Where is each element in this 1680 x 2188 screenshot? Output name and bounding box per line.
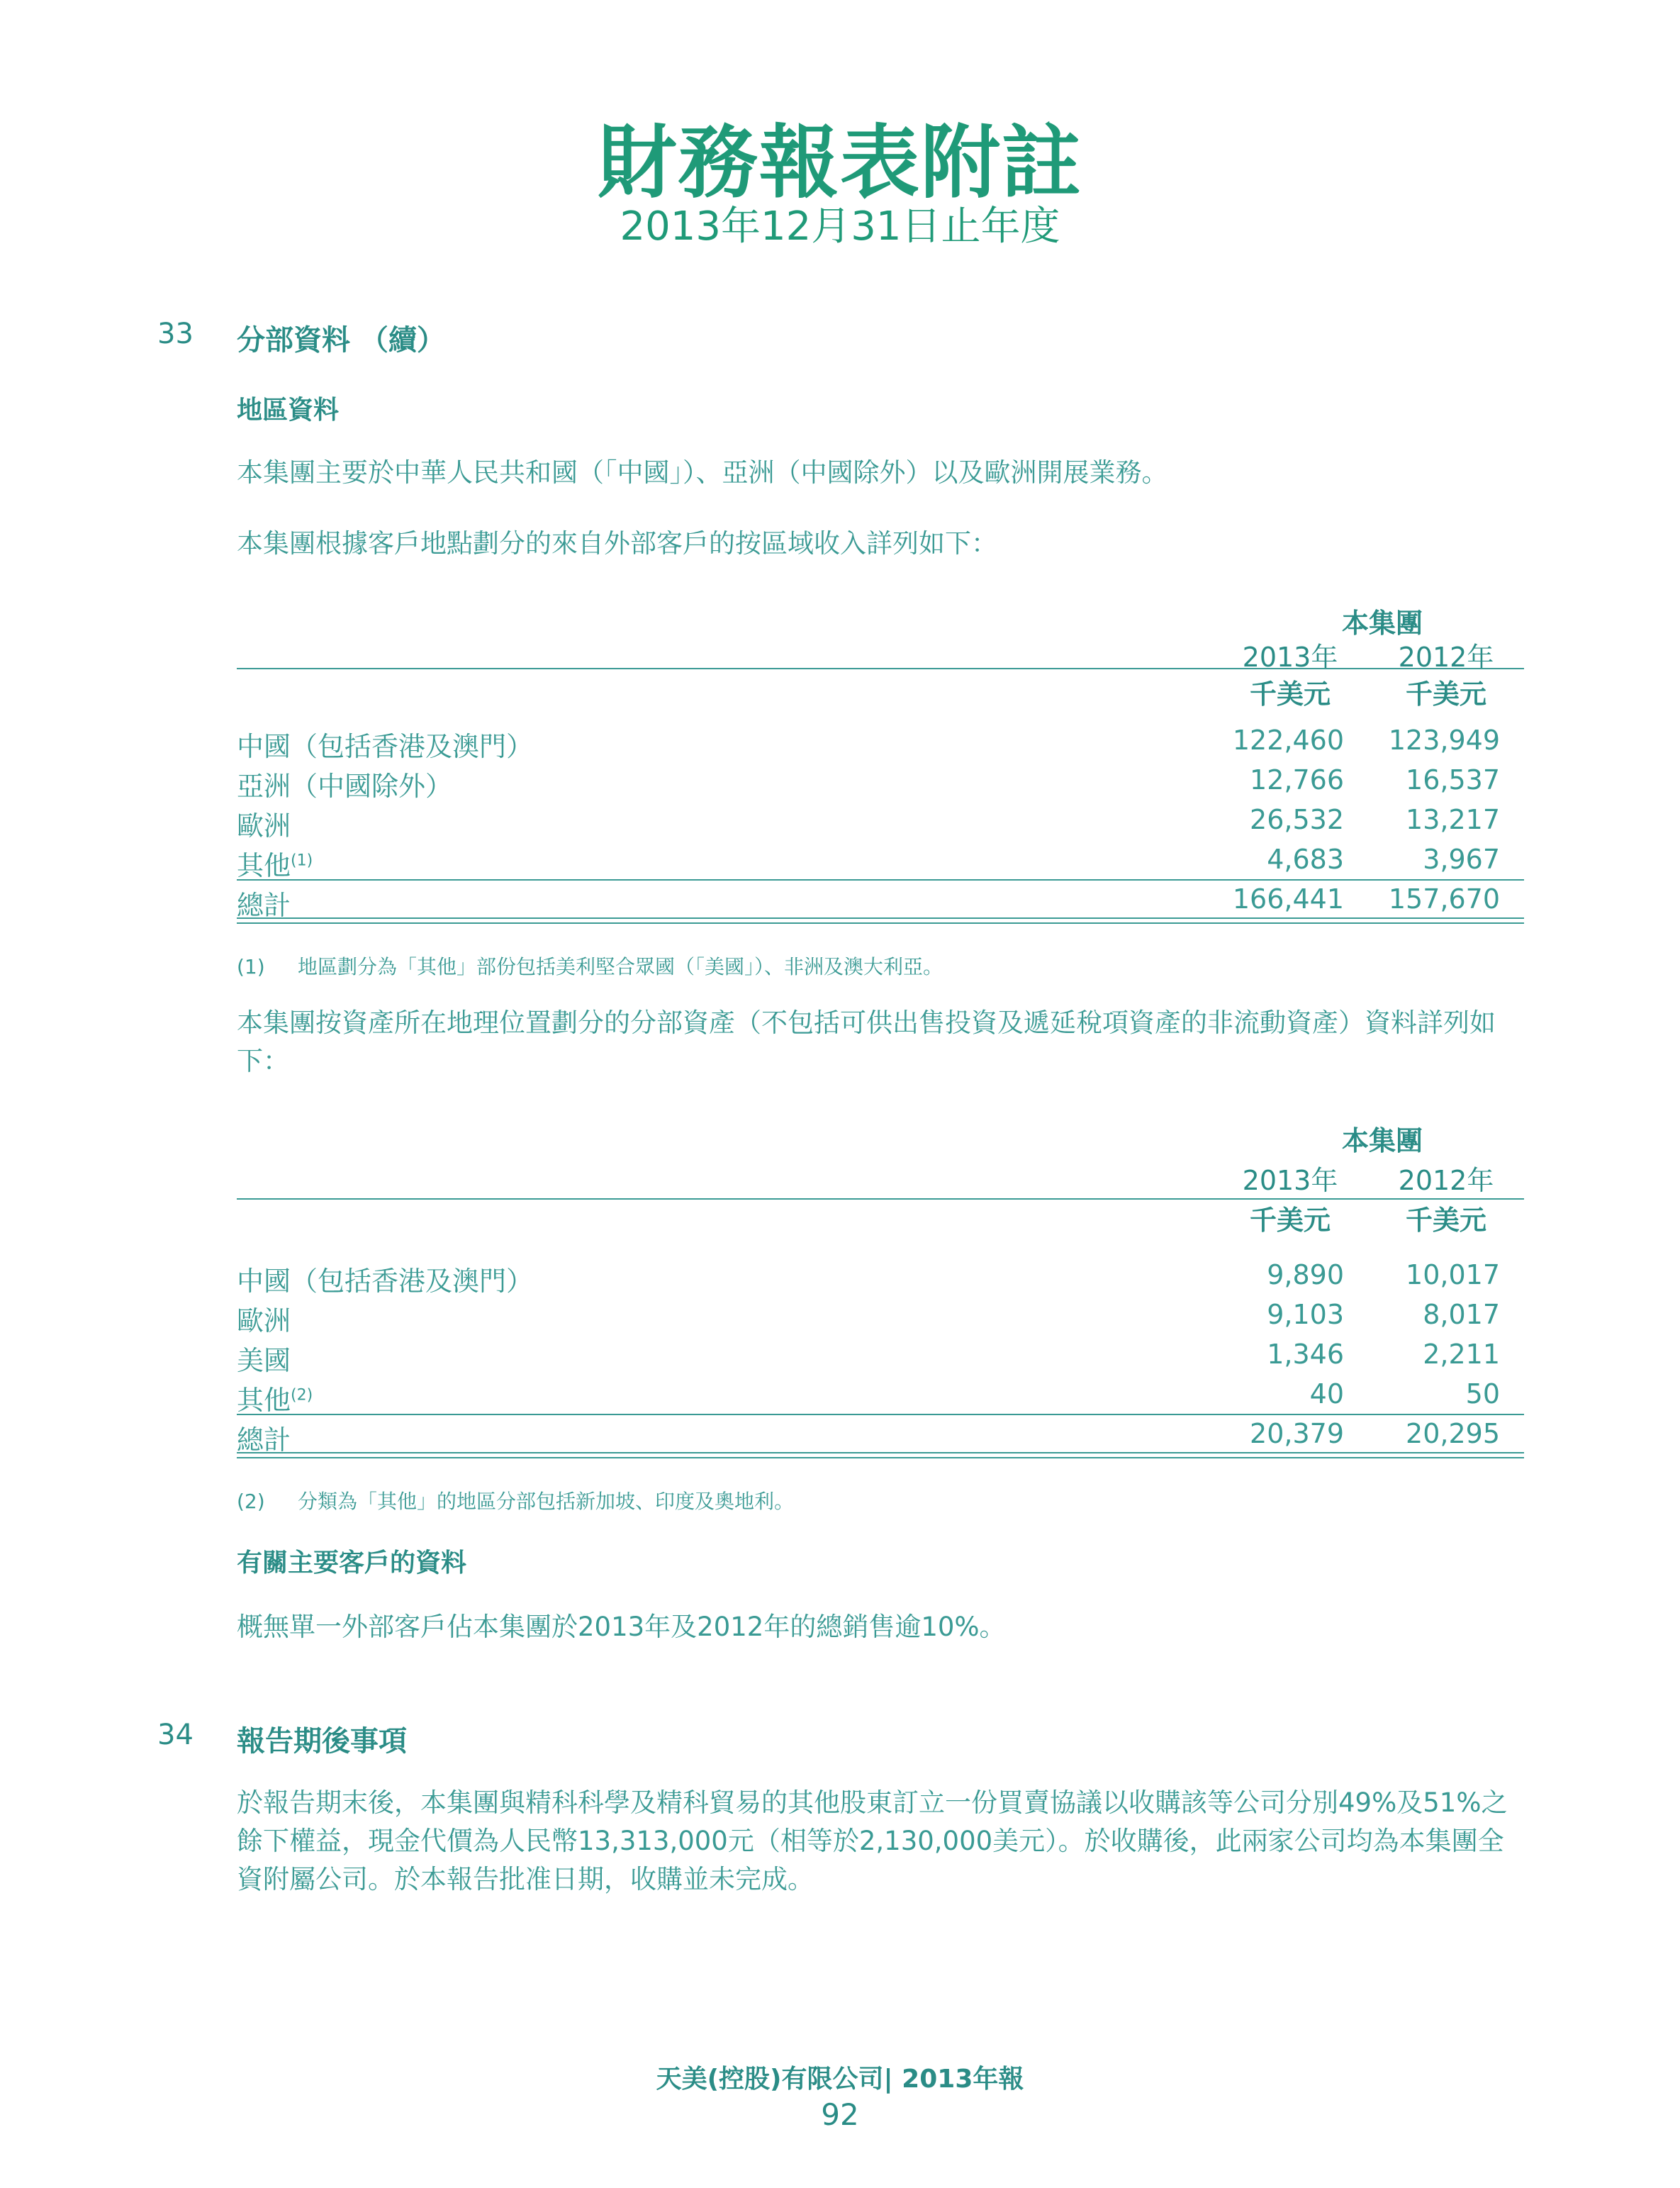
table-cell: 4,683 <box>1267 844 1344 875</box>
table1-total-2013: 166,441 <box>1232 883 1344 915</box>
table2-footnote: (2) 分類為「其他」的地區分部包括新加坡、印度及奧地利。 <box>237 1490 795 1513</box>
table2-col2-year: 2012年 <box>1398 1165 1494 1196</box>
section-33-title: 分部資料 （續） <box>237 324 445 357</box>
footnote-marker: (1) <box>291 852 313 870</box>
table2-total-2012: 20,295 <box>1406 1418 1500 1449</box>
table1-header-rule <box>237 668 1524 669</box>
customer-paragraph: 概無單一外部客戶佔本集團於2013年及2012年的總銷售逾10%。 <box>237 1612 1006 1642</box>
table1-col2-unit: 千美元 <box>1405 679 1486 710</box>
table-cell: 50 <box>1465 1378 1500 1410</box>
table-cell: 122,460 <box>1232 725 1344 756</box>
table2-col1-unit: 千美元 <box>1249 1205 1331 1236</box>
page-title: 財務報表附註 <box>598 117 1082 209</box>
table2-group-label: 本集團 <box>1341 1125 1423 1156</box>
table-cell: 12,766 <box>1250 764 1344 796</box>
table2-col1-year: 2013年 <box>1242 1165 1338 1196</box>
table1-col1-unit: 千美元 <box>1249 679 1331 710</box>
table-row-label: 歐洲 <box>237 1305 291 1336</box>
section-33-number: 33 <box>157 318 194 350</box>
table-cell: 123,949 <box>1388 725 1500 756</box>
table2-col2-unit: 千美元 <box>1405 1205 1486 1236</box>
table-cell: 13,217 <box>1406 804 1500 835</box>
table-row-label: 亞洲（中國除外） <box>237 771 453 802</box>
page-number: 92 <box>821 2097 859 2132</box>
table-row-label: 中國（包括香港及澳門） <box>237 731 534 762</box>
table-row-label: 其他$^{(1)}$ <box>237 850 313 881</box>
customer-heading: 有關主要客戶的資料 <box>237 1548 467 1578</box>
table-row-label: 中國（包括香港及澳門） <box>237 1266 534 1297</box>
table1-col2-year: 2012年 <box>1398 642 1494 673</box>
geo-paragraph-2: 本集團根據客戶地點劃分的來自外部客戶的按區域收入詳列如下： <box>237 528 997 559</box>
geo-paragraph-1: 本集團主要於中華人民共和國（「中國」）、亞洲（中國除外）以及歐洲開展業務。 <box>237 457 1168 488</box>
table1-double-rule <box>237 917 1524 924</box>
section-34-number: 34 <box>157 1719 194 1751</box>
table1-footnote: (1) 地區劃分為「其他」部份包括美利堅合眾國（「美國」）、非洲及澳大利亞。 <box>237 955 943 978</box>
table-cell: 1,346 <box>1267 1339 1344 1370</box>
table-row-label: 其他$^{(2)}$ <box>237 1385 313 1416</box>
page-subtitle: 2013年12月31日止年度 <box>620 203 1060 250</box>
table-cell: 2,211 <box>1423 1339 1500 1370</box>
footer-company: 天美(控股)有限公司| 2013年報 <box>656 2065 1024 2094</box>
table2-total-2013: 20,379 <box>1250 1418 1344 1449</box>
table-row-label: 歐洲 <box>237 810 291 842</box>
table1-group-label: 本集團 <box>1341 608 1423 639</box>
table-row-label: 美國 <box>237 1345 291 1376</box>
section-34-paragraph: 於報告期末後，本集團與精科科學及精科貿易的其他股東訂立一份買賣協議以收購該等公司分別49%及51%之餘下權益，現金代價為人民幣13,313,000元（相等於2,130,000美元）。於收購後，此兩家公司均為本集團全資附屬公司。於本報告批准日期，收購並未完成。 <box>237 1787 1508 1894</box>
table2-total-rule <box>237 1414 1524 1415</box>
footnote-marker: (2) <box>291 1386 313 1405</box>
table-cell: 9,103 <box>1267 1299 1344 1330</box>
table-cell: 26,532 <box>1250 804 1344 835</box>
table1-total-label: 總計 <box>237 890 291 921</box>
table-cell: 40 <box>1309 1378 1344 1410</box>
table2-total-label: 總計 <box>237 1424 291 1456</box>
geo-heading: 地區資料 <box>237 396 340 425</box>
table-cell: 3,967 <box>1423 844 1500 875</box>
assets-paragraph: 本集團按資產所在地理位置劃分的分部資產（不包括可供出售投資及遞延稅項資產的非流動資產）資料詳列如下： <box>237 1008 1496 1076</box>
table-cell: 10,017 <box>1406 1259 1500 1290</box>
table-cell: 16,537 <box>1406 764 1500 796</box>
table2-double-rule <box>237 1452 1524 1458</box>
table-cell: 8,017 <box>1423 1299 1500 1330</box>
table1-total-2012: 157,670 <box>1388 883 1500 915</box>
section-34-title: 報告期後事項 <box>237 1725 407 1758</box>
table-cell: 9,890 <box>1267 1259 1344 1290</box>
table1-col1-year: 2013年 <box>1242 642 1338 673</box>
table1-total-rule <box>237 879 1524 881</box>
